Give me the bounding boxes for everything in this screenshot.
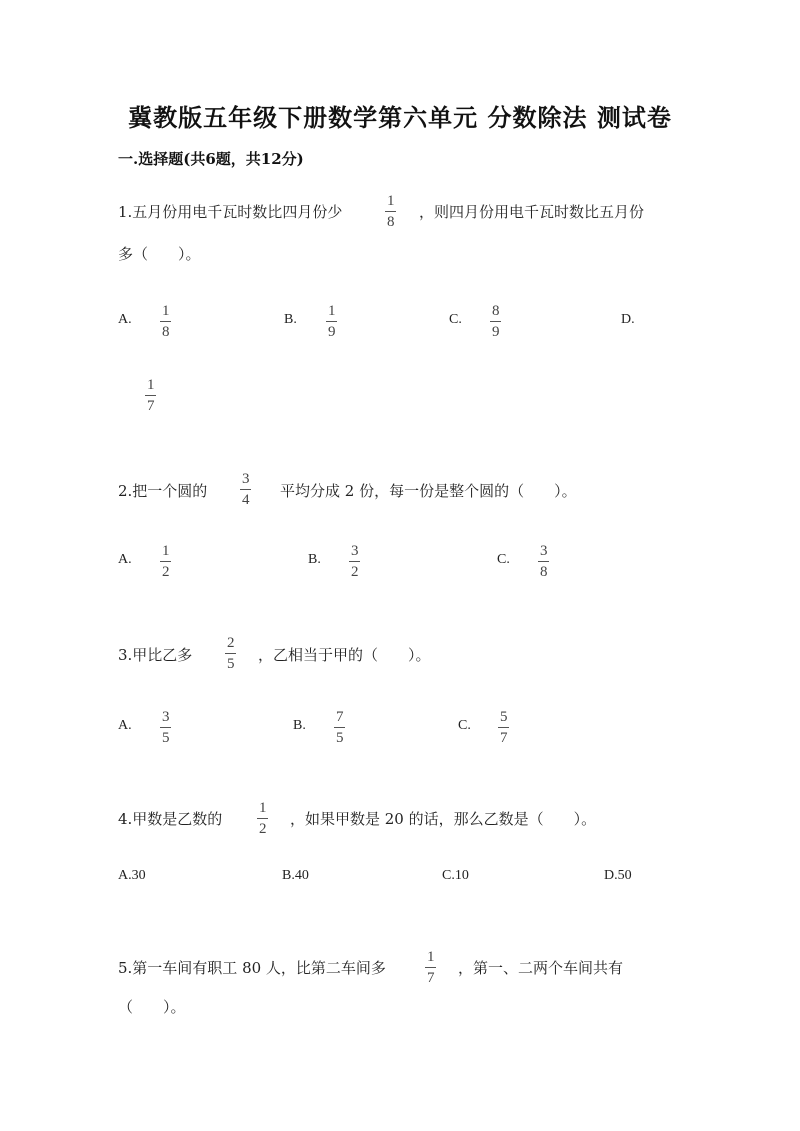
numerator: 2: [227, 635, 235, 651]
q1-option-a-fraction[interactable]: [160, 304, 172, 340]
numerator: 1: [162, 303, 170, 319]
q2-option-c-fraction[interactable]: [538, 544, 550, 580]
q3-text-a: 3.甲比乙多: [118, 646, 193, 664]
q5-text-c: （ ）。: [118, 998, 186, 1016]
q5-fraction: [425, 950, 437, 986]
q2-option-a-fraction[interactable]: [160, 544, 172, 580]
q2-option-b-fraction[interactable]: [349, 544, 361, 580]
denominator: 4: [242, 492, 250, 508]
numerator: 5: [500, 709, 508, 725]
denominator: 2: [259, 821, 267, 837]
q2-option-a-label[interactable]: A.: [118, 552, 132, 567]
q4-text-b: ，如果甲数是 20 的话，那么乙数是（ ）。: [290, 810, 597, 828]
q4-option-d[interactable]: D.50: [604, 868, 632, 883]
q1-option-d-label[interactable]: D.: [621, 312, 635, 327]
denominator: 9: [492, 324, 500, 340]
denominator: 7: [147, 398, 155, 414]
denominator: 2: [351, 564, 359, 580]
numerator: 8: [492, 303, 500, 319]
denominator: 5: [227, 656, 235, 672]
q4-option-a[interactable]: A.30: [118, 868, 146, 883]
denominator: 5: [162, 730, 170, 746]
numerator: 1: [427, 949, 435, 965]
numerator: 3: [242, 471, 250, 487]
q4-fraction: [257, 801, 269, 837]
q3-option-c-label[interactable]: C.: [458, 718, 471, 733]
q4-option-b[interactable]: B.40: [282, 868, 309, 883]
q2-option-b-label[interactable]: B.: [308, 552, 321, 567]
q5-text-a: 5.第一车间有职工 80 人，比第二车间多: [118, 959, 386, 977]
q1-option-b-fraction[interactable]: [326, 304, 338, 340]
q3-option-b-label[interactable]: B.: [293, 718, 306, 733]
q2-fraction: [240, 472, 252, 508]
q5-text-b: ，第一、二两个车间共有: [458, 959, 624, 977]
denominator: 9: [328, 324, 336, 340]
denominator: 5: [336, 730, 344, 746]
q1-fraction-numerator: 1: [387, 193, 395, 209]
numerator: 1: [328, 303, 336, 319]
numerator: 1: [259, 800, 267, 816]
numerator: 1: [147, 377, 155, 393]
q1-option-d-fraction[interactable]: [145, 378, 157, 414]
q1-text-a: 1.五月份用电千瓦时数比四月份少: [118, 203, 343, 221]
q3-option-a-label[interactable]: A.: [118, 718, 132, 733]
numerator: 3: [540, 543, 548, 559]
denominator: 7: [427, 970, 435, 986]
numerator: 7: [336, 709, 344, 725]
q1-option-a-label[interactable]: A.: [118, 312, 132, 327]
numerator: 3: [162, 709, 170, 725]
section-heading: 一.选择题(共6题，共12分): [118, 150, 304, 168]
denominator: 2: [162, 564, 170, 580]
page-title: 冀教版五年级下册数学第六单元 分数除法 测试卷: [128, 103, 672, 132]
q1-option-b-label[interactable]: B.: [284, 312, 297, 327]
q2-option-c-label[interactable]: C.: [497, 552, 510, 567]
q2-text-b: 平均分成 2 份，每一份是整个圆的（ ）。: [280, 482, 577, 500]
q4-option-c[interactable]: C.10: [442, 868, 469, 883]
q3-option-a-fraction[interactable]: [160, 710, 172, 746]
q1-text-b: ，则四月份用电千瓦时数比五月份: [419, 203, 645, 221]
q1-text-c: 多（ ）。: [118, 245, 201, 263]
q1-option-c-fraction[interactable]: [490, 304, 502, 340]
q4-text-a: 4.甲数是乙数的: [118, 810, 223, 828]
q3-fraction: [225, 636, 237, 672]
numerator: 1: [162, 543, 170, 559]
q1-fraction-denominator: 8: [387, 214, 395, 230]
q3-option-c-fraction[interactable]: [498, 710, 510, 746]
q2-text-a: 2.把一个圆的: [118, 482, 208, 500]
denominator: 8: [162, 324, 170, 340]
q1-option-c-label[interactable]: C.: [449, 312, 462, 327]
denominator: 7: [500, 730, 508, 746]
denominator: 8: [540, 564, 548, 580]
q1-fraction: [385, 194, 397, 230]
q3-text-b: ，乙相当于甲的（ ）。: [258, 646, 431, 664]
numerator: 3: [351, 543, 359, 559]
q3-option-b-fraction[interactable]: [334, 710, 346, 746]
